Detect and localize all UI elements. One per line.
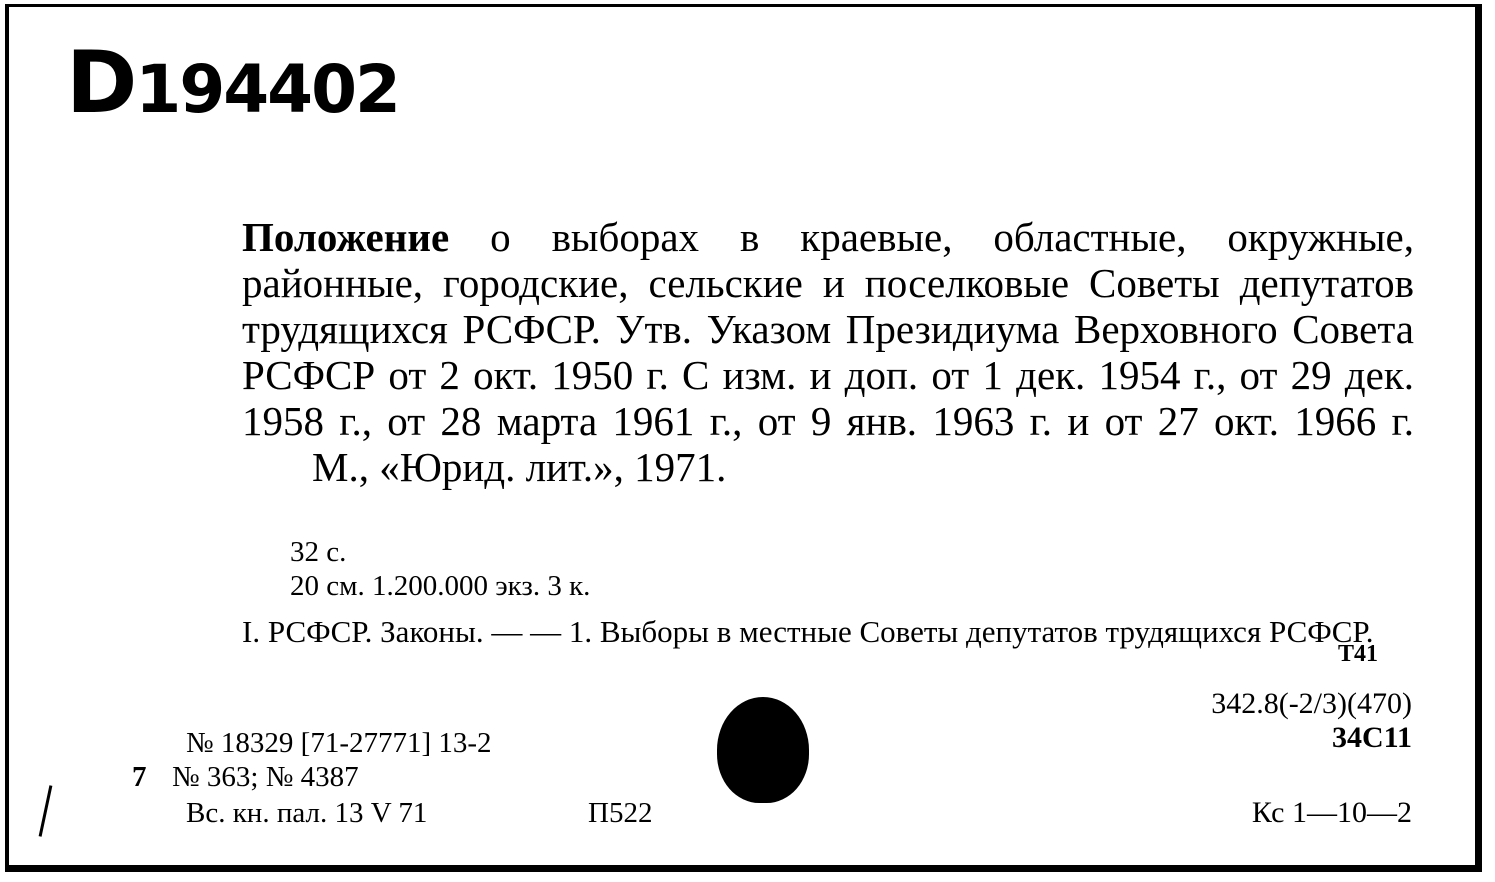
page-count: 32 с.: [290, 536, 347, 568]
classification-code: 342.8(-2/3)(470): [1211, 687, 1412, 720]
record-number: № 18329 [71-27771] 13-2: [186, 727, 492, 759]
handwritten-inventory-number: [66, 33, 399, 133]
record-prefix: 7: [132, 761, 147, 793]
book-chamber-record: Вс. кн. пал. 13 V 71: [186, 797, 428, 829]
entry-body: о выборах в краевые, областные, окружные, районные, городские, сельские и поселковые Советы депутатов трудящихся РСФСР. Утв. Указом Президиума Верховного Совета РСФСР от 2 окт. 1950 г. С изм. и доп. от 1 дек. 1954 г., от 29 дек. 1958 г., от 28 марта 1961 г., от 9 янв. 1963 г. и от 27 окт. 1966 г.: [242, 214, 1414, 444]
bibliographic-entry: [242, 214, 1414, 490]
physical-description: 20 см. 1.200.000 экз. 3 к.: [290, 570, 591, 602]
catalog-code: Кс 1—10—2: [1251, 796, 1412, 829]
record-references: № 363; № 4387: [172, 761, 359, 793]
entry-publisher: М., «Юрид. лит.»,: [312, 444, 624, 490]
punch-hole: [717, 697, 809, 803]
handwritten-prefix: D: [66, 33, 136, 133]
author-sign: 34С11: [1331, 721, 1412, 754]
classification-mark: Т41: [1338, 641, 1379, 667]
handwritten-digits: 194402: [135, 51, 399, 128]
print-code: П522: [588, 797, 653, 829]
entry-title: Положение: [242, 214, 450, 260]
subject-headings: I. РСФСР. Законы. — — 1. Выборы в местные Советы депутатов трудящихся РСФСР.: [242, 614, 1374, 649]
entry-year: 1971.: [634, 444, 727, 490]
